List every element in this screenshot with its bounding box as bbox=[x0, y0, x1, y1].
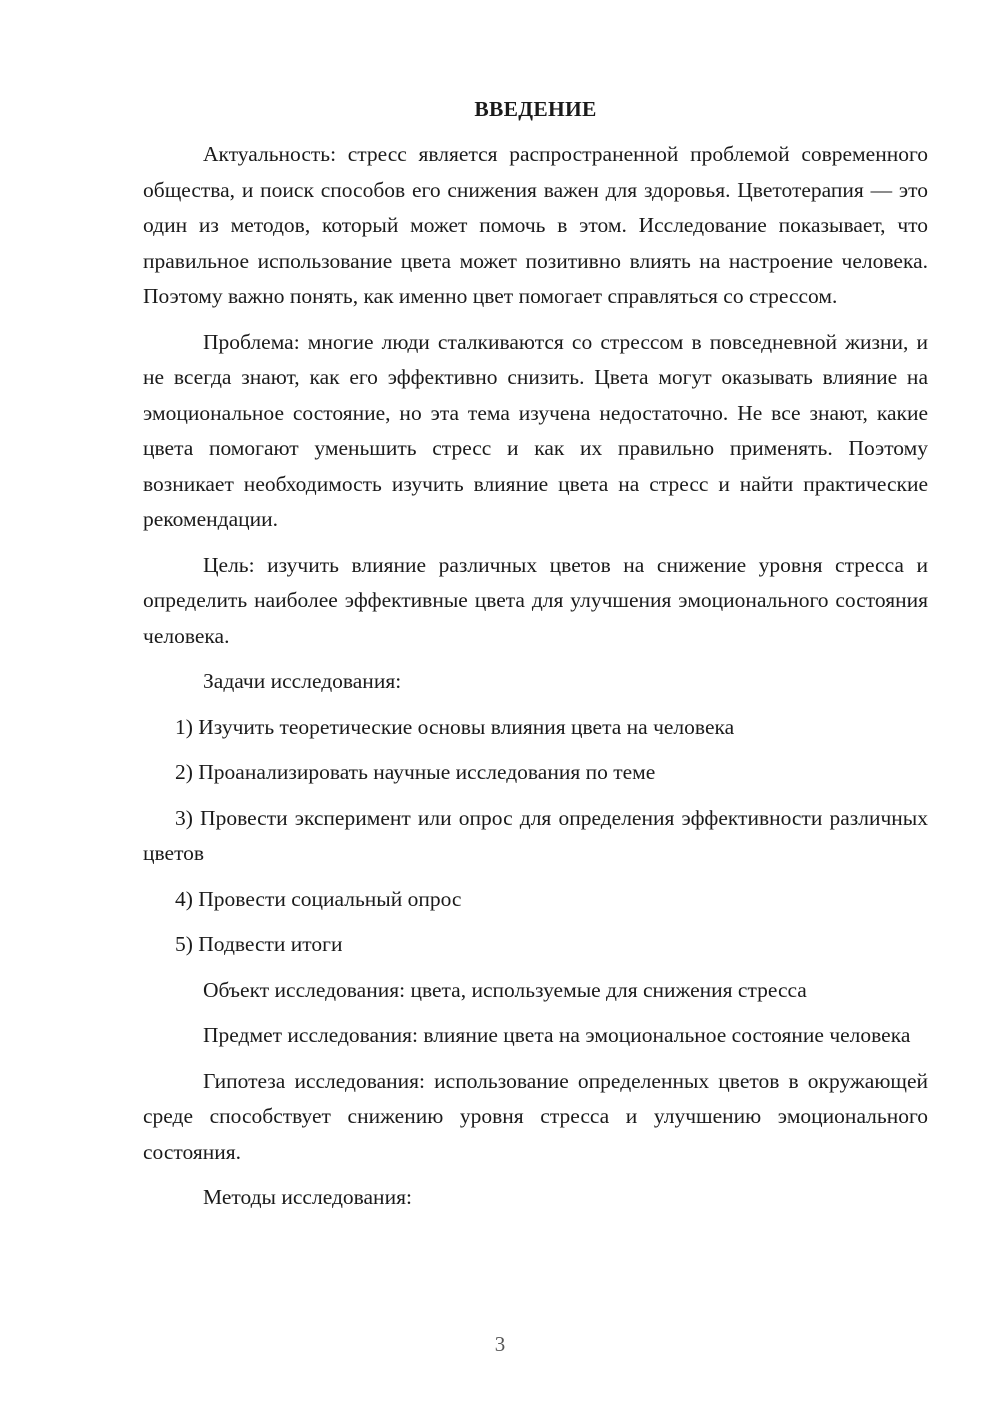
paragraph-subject: Предмет исследования: влияние цвета на эмоциональное состояние человека bbox=[203, 1023, 911, 1047]
task-item: 4) Провести социальный опрос bbox=[175, 886, 462, 911]
paragraph-methods-heading: Методы исследования: bbox=[203, 1185, 412, 1209]
section-heading: ВВЕДЕНИЕ bbox=[474, 97, 597, 121]
paragraph-hypothesis: Гипотеза исследования: использование определенных цветов в окружающей среде способствует снижению уровня стресса и улучшению эмоционального состояния. bbox=[143, 1068, 928, 1164]
paragraph-object: Объект исследования: цвета, используемые для снижения стресса bbox=[203, 977, 807, 1002]
task-item: 5) Подвести итоги bbox=[175, 932, 343, 956]
task-item: 1) Изучить теоретические основы влияния цвета на человека bbox=[175, 714, 735, 739]
task-item: 2) Проанализировать научные исследования по теме bbox=[175, 760, 656, 784]
paragraph-tasks-heading: Задачи исследования: bbox=[203, 669, 402, 693]
paragraph-relevance: Актуальность: стресс является распространенной проблемой современного общества, и поиск способов его снижения важен для здоровья. Цветотерапия — это один из методов, который может помочь в этом. Исследование показывает, что правильное использование цвета может позитивно влиять на настроение человека. Поэтому важно понять, как именно цвет помогает справляться со стрессом. bbox=[143, 142, 928, 308]
paragraph-problem: Проблема: многие люди сталкиваются со стрессом в повседневной жизни, и не всегда знают, как его эффективно снизить. Цвета могут оказывать влияние на эмоциональное состояние, но эта тема изучена недостаточно. Не все знают, какие цвета помогают уменьшить стресс и как их правильно применять. Поэтому возникает необходимость изучить влияние цвета на стресс и найти практические рекомендации. bbox=[143, 329, 928, 531]
paragraph-goal: Цель: изучить влияние различных цветов на снижение уровня стресса и определить наиболее эффективные цвета для улучшения эмоционального состояния человека. bbox=[143, 552, 928, 648]
document-page bbox=[143, 92, 928, 1216]
page-number: 3 bbox=[494, 1332, 506, 1356]
task-item: 3) Провести эксперимент или опрос для определения эффективности различных цветов bbox=[143, 805, 928, 865]
